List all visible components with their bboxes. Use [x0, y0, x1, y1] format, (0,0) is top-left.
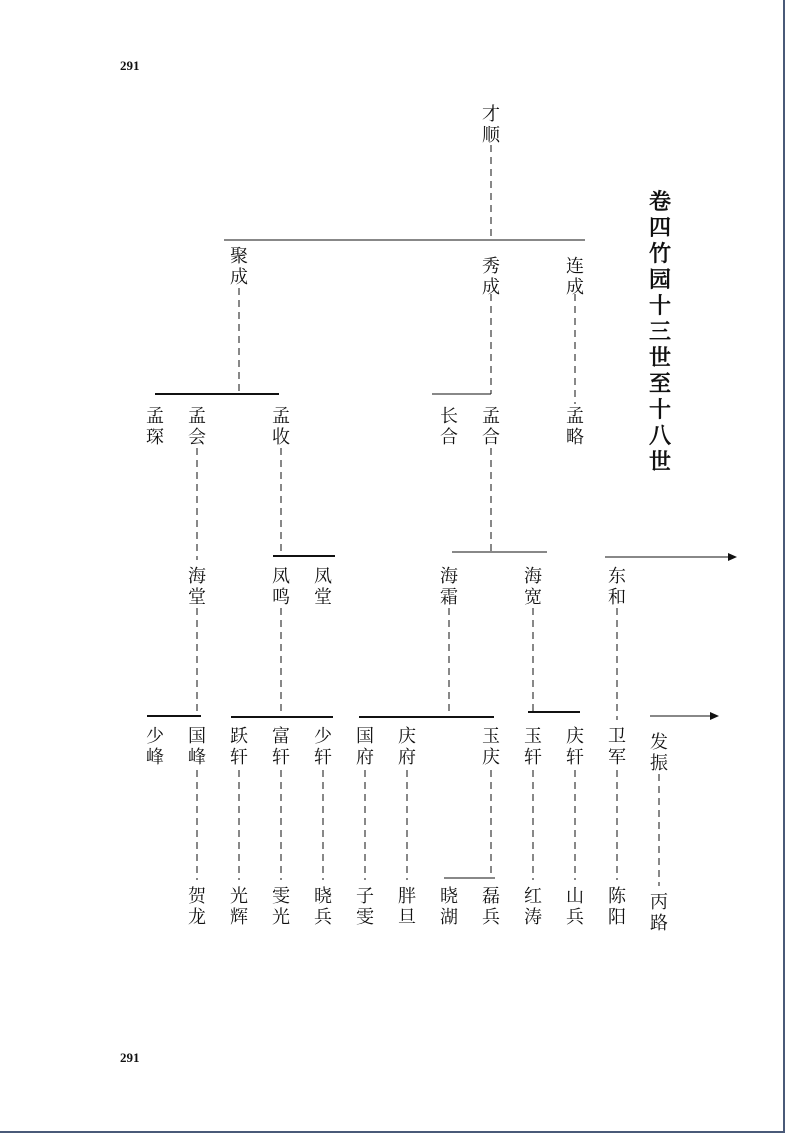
arrow-head-donghe: [728, 553, 737, 561]
name-chenyang: 陈阳: [608, 886, 626, 928]
name-yuxuan: 玉轩: [524, 726, 542, 768]
title-generations: 十三世至十八世: [648, 294, 671, 475]
page-number-top: 291: [120, 58, 140, 73]
name-caishun: 才顺: [482, 104, 500, 146]
name-haishuang: 海霜: [440, 566, 458, 608]
name-yuqing: 玉庆: [482, 726, 500, 768]
name-helong: 贺龙: [188, 886, 206, 928]
name-changhe: 长合: [440, 406, 458, 448]
name-mengshou: 孟收: [272, 406, 290, 448]
name-fazhen: 发振: [650, 732, 668, 774]
name-haitang: 海堂: [188, 566, 206, 608]
name-haikuan: 海宽: [524, 566, 542, 608]
name-guofeng: 国峰: [188, 726, 206, 768]
title-volume: 卷四竹园: [648, 190, 671, 293]
name-hongtao: 红涛: [524, 886, 542, 928]
name-xiaohu: 晓湖: [440, 886, 458, 928]
name-shaoxuan: 少轩: [314, 726, 332, 768]
name-mengshen: 孟琛: [146, 406, 164, 448]
name-shanbing: 山兵: [566, 886, 584, 928]
name-fengming: 凤鸣: [272, 566, 290, 608]
name-fengtang: 凤堂: [314, 566, 332, 608]
name-menglue: 孟略: [566, 406, 584, 448]
name-ziwen: 子雯: [356, 886, 374, 928]
name-jucheng: 聚成: [230, 246, 248, 288]
name-pangdan: 胖旦: [398, 886, 416, 928]
name-wenguang: 雯光: [272, 886, 290, 928]
name-guofu: 国府: [356, 726, 374, 768]
name-liancheng: 连成: [566, 256, 584, 298]
name-donghe: 东和: [608, 566, 626, 608]
name-menghui: 孟会: [188, 406, 206, 448]
name-weijun: 卫军: [608, 726, 626, 768]
name-xiucheng: 秀成: [482, 256, 500, 298]
name-xiaobing: 晓兵: [314, 886, 332, 928]
name-qingxuan: 庆轩: [566, 726, 584, 768]
name-menghe: 孟合: [482, 406, 500, 448]
arrow-head-fazhen: [710, 712, 719, 720]
page-number-bottom: 291: [120, 1050, 140, 1065]
name-fuxuan: 富轩: [272, 726, 290, 768]
name-guanghui: 光辉: [230, 886, 248, 928]
name-qingfu: 庆府: [398, 726, 416, 768]
name-binglu: 丙路: [650, 892, 668, 934]
name-yuexuan: 跃轩: [230, 726, 248, 768]
name-shaofeng: 少峰: [146, 726, 164, 768]
name-leibing: 磊兵: [482, 886, 500, 928]
